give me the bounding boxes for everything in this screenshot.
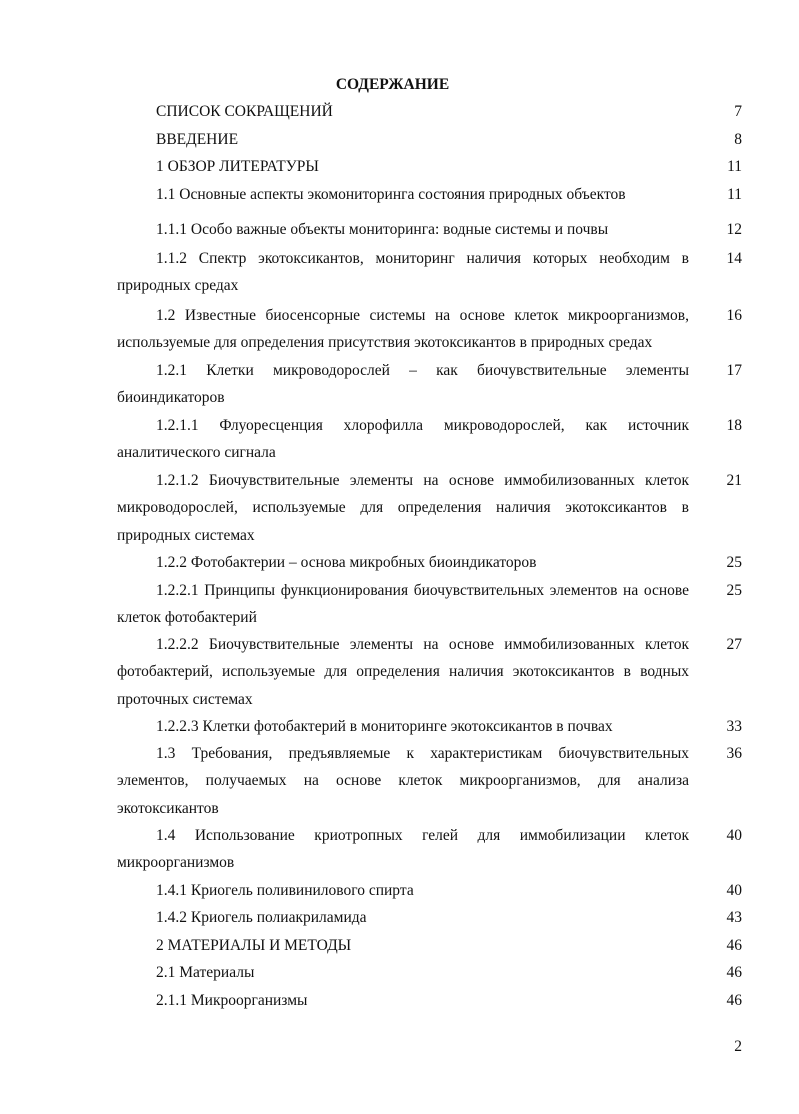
toc-entry-text: 1.2.2.2 Биочувствительные элементы на основе иммобилизованных клеток фотобактерий, используемые для определения наличия экотоксикантов в водных проточных системах — [117, 636, 689, 708]
toc-entry-text: 1.2.1.1 Флуоресценция хлорофилла микроводорослей, как источник аналитического сигнала — [117, 417, 689, 462]
toc-entry-text: 1.2 Известные биосенсорные системы на основе клеток микроорганизмов, используемые для определения присутствия экотоксикантов в природных средах — [117, 307, 689, 352]
toc-entry-text: 1.4.1 Криогель поливинилового спирта — [156, 882, 414, 899]
toc-entry-page: 46 — [726, 992, 742, 1009]
toc-entry-text: 1.2.2.3 Клетки фотобактерий в мониторинге экотоксикантов в почвах — [156, 718, 613, 735]
toc-entry-text: 2.1.1 Микроорганизмы — [156, 992, 308, 1009]
toc-entry-page: 46 — [726, 937, 742, 954]
toc-title: СОДЕРЖАНИЕ — [335, 76, 450, 93]
toc-entry-page: 27 — [726, 636, 742, 653]
toc-entry-text: 1.2.2.1 Принципы функционирования биочувствительных элементов на основе клеток фотобактерий — [117, 582, 689, 627]
toc-entry-text: 1.3 Требования, предъявляемые к характеристикам биочувствительных элементов, получаемых на основе клеток микроорганизмов, для анализа экотоксикантов — [117, 745, 689, 817]
toc-entry-page: 36 — [726, 745, 742, 762]
toc-entry-text: 1.4.2 Криогель полиакриламида — [156, 909, 367, 926]
toc-entry-page: 43 — [726, 909, 742, 926]
toc-entry-text: 1.1.1 Особо важные объекты мониторинга: водные системы и почвы — [156, 221, 609, 238]
toc-entry-page: 14 — [726, 250, 742, 267]
toc-entry-text: 1 ОБЗОР ЛИТЕРАТУРЫ — [156, 158, 319, 175]
toc-entry-text: 1.2.2 Фотобактерии – основа микробных биоиндикаторов — [156, 554, 537, 571]
toc-entry-page: 17 — [726, 362, 742, 379]
toc-entry-page: 7 — [734, 103, 742, 120]
toc-entry-text: 1.1 Основные аспекты экомониторинга состояния природных объектов — [156, 186, 626, 203]
toc-entry-page: 40 — [726, 882, 742, 899]
toc-entry-text: 2 МАТЕРИАЛЫ И МЕТОДЫ — [156, 937, 352, 954]
toc-entry-page: 11 — [727, 158, 742, 175]
toc-entry-page: 33 — [726, 718, 742, 735]
toc-entry-text: СПИСОК СОКРАЩЕНИЙ — [156, 103, 333, 120]
toc-entry-page: 18 — [726, 417, 742, 434]
toc-entry-text: 2.1 Материалы — [156, 964, 255, 981]
toc-entry-page: 8 — [734, 131, 742, 148]
page-number: 2 — [734, 1038, 742, 1055]
toc-entry-page: 11 — [727, 186, 742, 203]
toc-entry-page: 40 — [726, 827, 742, 844]
toc-entry-page: 12 — [726, 221, 742, 238]
toc-entry-page: 25 — [726, 554, 742, 571]
toc-entry-page: 46 — [726, 964, 742, 981]
toc-entry-text: 1.4 Использование криотропных гелей для иммобилизации клеток микроорганизмов — [117, 827, 689, 872]
toc-entry-page: 21 — [726, 472, 742, 489]
toc-entry-text: 1.2.1 Клетки микроводорослей – как биочувствительные элементы биоиндикаторов — [117, 362, 689, 407]
toc-entry-text: ВВЕДЕНИЕ — [156, 131, 239, 148]
toc-entry-text: 1.2.1.2 Биочувствительные элементы на основе иммобилизованных клеток микроводорослей, используемые для определения наличия экотоксикантов в природных системах — [117, 472, 689, 544]
toc-entry-text: 1.1.2 Спектр экотоксикантов, мониторинг наличия которых необходим в природных средах — [117, 250, 689, 295]
toc-entry-page: 25 — [726, 582, 742, 599]
toc-entry-page: 16 — [726, 307, 742, 324]
